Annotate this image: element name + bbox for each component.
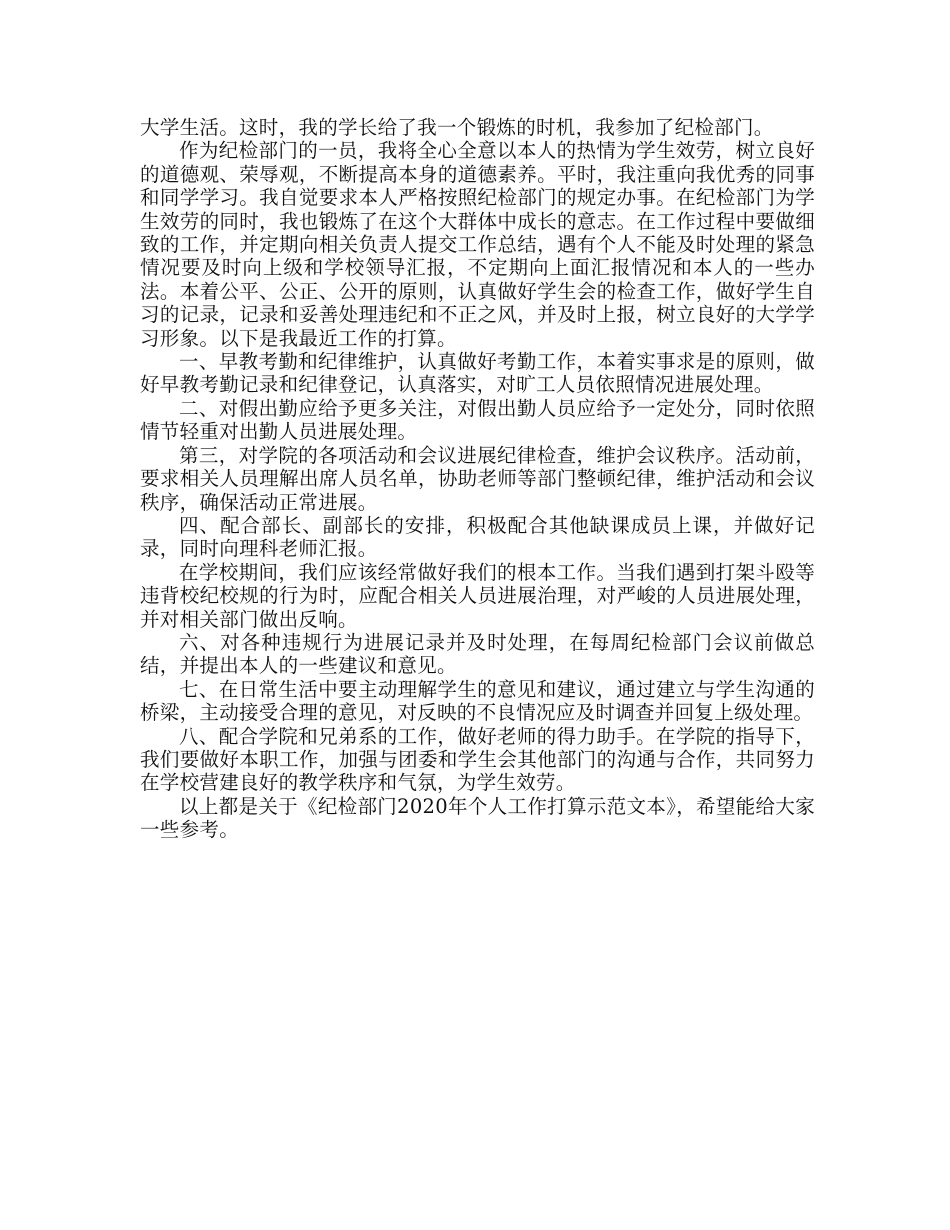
paragraph-item-3: 第三，对学院的各项活动和会议进展纪律检查，维护会议秩序。活动前，要求相关人员理解出席人员名单，协助老师等部门整顿纪律，维护活动和会议秩序，确保活动正常进展。	[140, 443, 815, 514]
paragraph-item-4: 四、配合部长、副部长的安排，积极配合其他缺课成员上课，并做好记录，同时向理科老师汇报。	[140, 513, 815, 561]
paragraph-item-6: 六、对各种违规行为进展记录并及时处理，在每周纪检部门会议前做总结，并提出本人的一些建议和意见。	[140, 630, 815, 678]
document-body	[140, 116, 815, 842]
paragraph-conclusion: 以上都是关于《纪检部门2020年个人工作打算示范文本》，希望能给大家一些参考。	[140, 794, 815, 842]
paragraph-item-1: 一、早教考勤和纪律维护，认真做好考勤工作，本着实事求是的原则，做好早教考勤记录和纪律登记，认真落实，对旷工人员依照情况进展处理。	[140, 350, 815, 397]
paragraph-continuation: 大学生活。这时，我的学长给了我一个锻炼的时机，我参加了纪检部门。	[140, 116, 774, 139]
paragraph-item-2: 二、对假出勤应给予更多关注，对假出勤人员应给予一定处分，同时依照情节轻重对出勤人员进展处理。	[140, 396, 815, 444]
paragraph-intro: 作为纪检部门的一员，我将全心全意以本人的热情为学生效劳，树立良好的道德观、荣辱观，不断提高本身的道德素养。平时，我注重向我优秀的同事和同学学习。我自觉要求本人严格按照纪检部门的规定办事。在纪检部门为学生效劳的同时，我也锻炼了在这个大群体中成长的意志。在工作过程中要做细致的工作，并定期向相关负责人提交工作总结，遇有个人不能及时处理的紧急情况要及时向上级和学校领导汇报，不定期向上面汇报情况和本人的一些办法。本着公平、公正、公开的原则，认真做好学生会的检查工作，做好学生自习的记录，记录和妥善处理违纪和不正之风，并及时上报，树立良好的大学学习形象。以下是我最近工作的打算。	[140, 139, 815, 350]
paragraph-item-8: 八、配合学院和兄弟系的工作，做好老师的得力助手。在学院的指导下，我们要做好本职工作，加强与团委和学生会其他部门的沟通与合作，共同努力在学校营建良好的教学秩序和气氛，为学生效劳。	[140, 724, 815, 795]
paragraph-item-5: 在学校期间，我们应该经常做好我们的根本工作。当我们遇到打架斗殴等违背校纪校规的行为时，应配合相关人员进展治理，对严峻的人员进展处理，并对相关部门做出反响。	[140, 560, 815, 631]
paragraph-item-7: 七、在日常生活中要主动理解学生的意见和建议，通过建立与学生沟通的桥梁，主动接受合理的意见，对反映的不良情况应及时调查并回复上级处理。	[140, 677, 815, 725]
